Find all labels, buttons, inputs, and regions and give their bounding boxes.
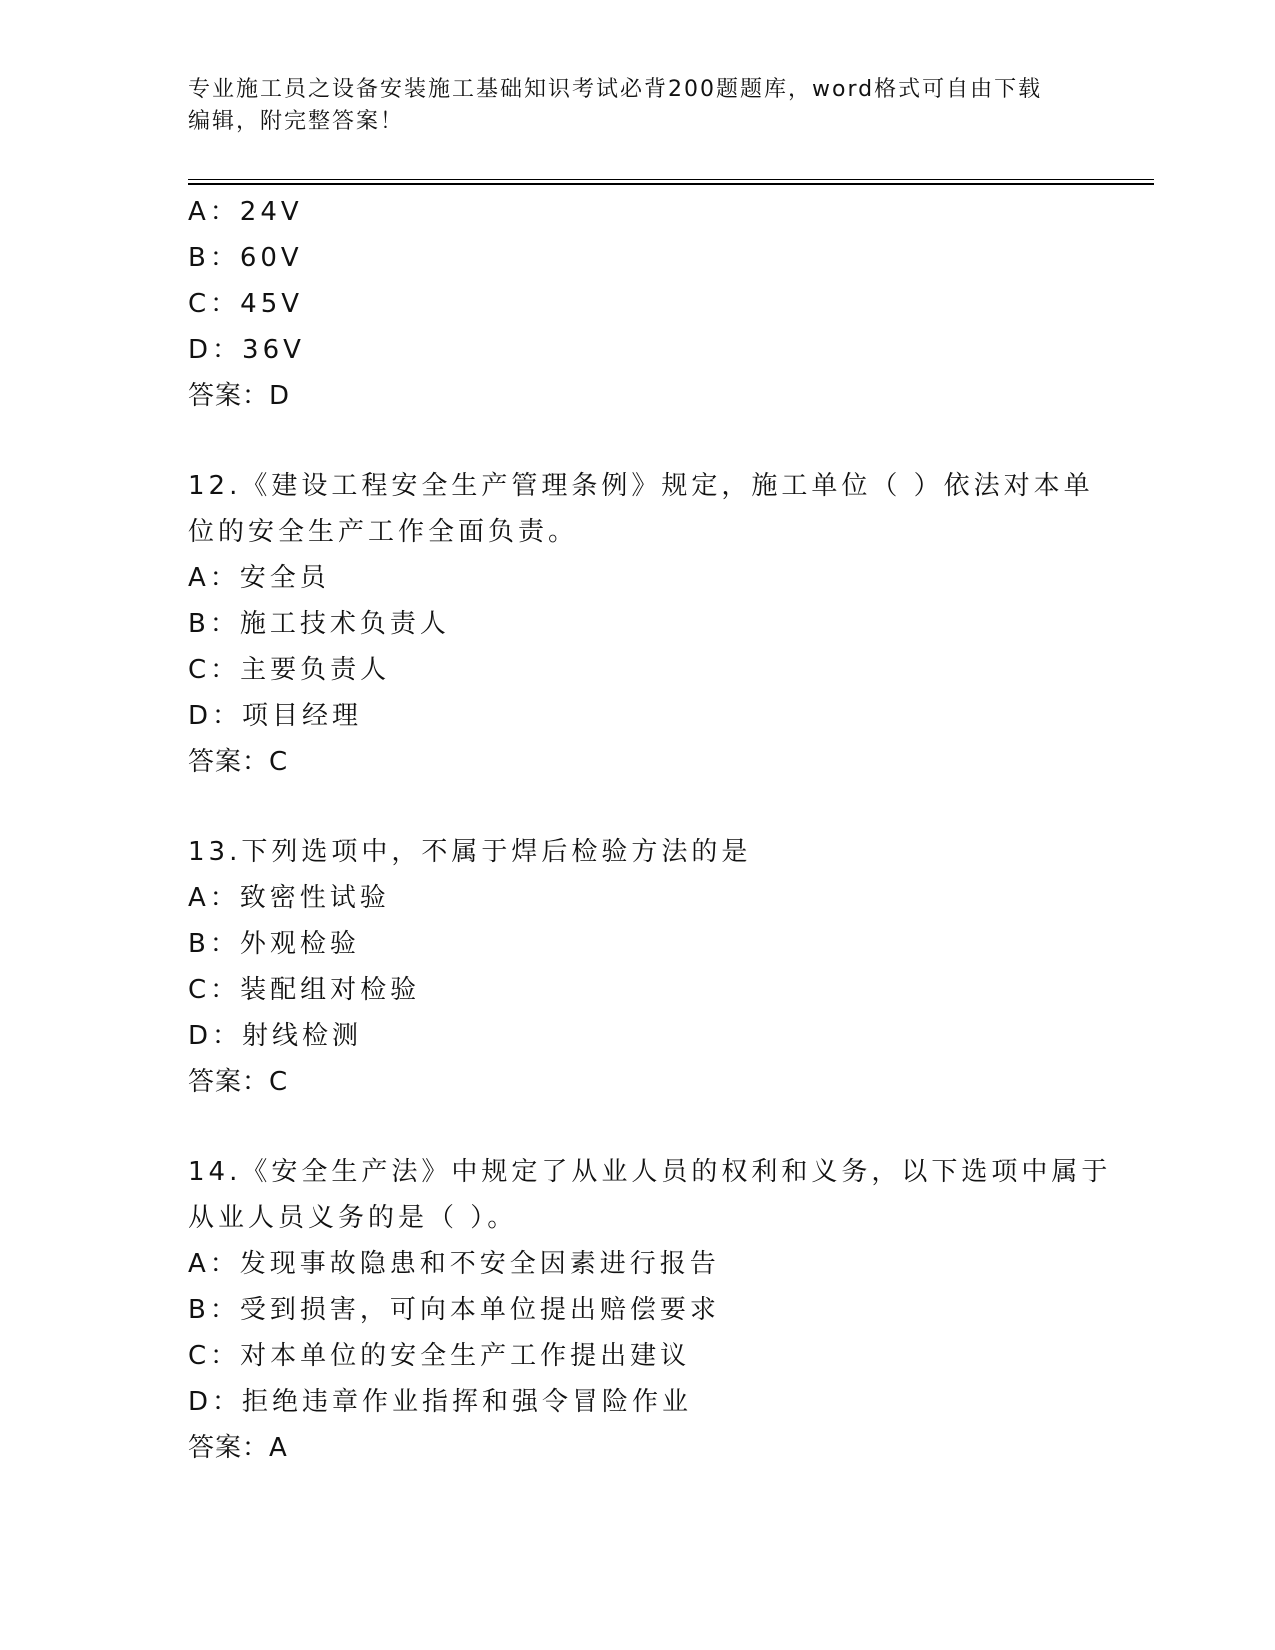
option-d: D：拒绝违章作业指挥和强令冒险作业 <box>188 1387 693 1417</box>
question-stem: 14.《安全生产法》中规定了从业人员的权利和义务，以下选项中属于 <box>188 1157 1112 1187</box>
answer: 答案：D <box>188 381 291 411</box>
option-a: A：致密性试验 <box>188 883 390 913</box>
option-c: C：对本单位的安全生产工作提出建议 <box>188 1341 691 1371</box>
answer: 答案：A <box>188 1433 288 1463</box>
question-14 <box>188 1149 1112 1471</box>
header-divider-thick <box>188 183 1154 185</box>
question-stem: 13.下列选项中，不属于焊后检验方法的是 <box>188 837 752 867</box>
header-line-1: 专业施工员之设备安装施工基础知识考试必背200题题库，word格式可自由下载 <box>188 77 1043 102</box>
option-c: C：主要负责人 <box>188 655 391 685</box>
option-b: B：外观检验 <box>188 929 360 959</box>
document-header <box>188 74 1068 138</box>
option-b: B：受到损害，可向本单位提出赔偿要求 <box>188 1295 720 1325</box>
option-a: A：发现事故隐患和不安全因素进行报告 <box>188 1249 720 1279</box>
option-a: A：24V <box>188 197 303 227</box>
question-12 <box>188 463 1094 785</box>
option-d: D：射线检测 <box>188 1021 363 1051</box>
option-d: D：项目经理 <box>188 701 363 731</box>
question-stem: 12.《建设工程安全生产管理条例》规定，施工单位（ ）依法对本单 <box>188 471 1094 501</box>
option-b: B：施工技术负责人 <box>188 609 450 639</box>
option-c: C：装配组对检验 <box>188 975 421 1005</box>
question-list <box>188 189 1112 1471</box>
header-line-2: 编辑，附完整答案！ <box>188 109 405 134</box>
option-d: D：36V <box>188 335 305 365</box>
question-stem-cont: 位的安全生产工作全面负责。 <box>188 517 579 547</box>
question-11 <box>188 189 1088 419</box>
answer: 答案：C <box>188 747 289 777</box>
header-divider-thin <box>188 179 1154 180</box>
question-stem-cont: 从业人员义务的是（ ）。 <box>188 1203 518 1233</box>
option-c: C：45V <box>188 289 304 319</box>
answer: 答案：C <box>188 1067 289 1097</box>
question-13 <box>188 829 1088 1105</box>
option-b: B：60V <box>188 243 303 273</box>
option-a: A：安全员 <box>188 563 330 593</box>
